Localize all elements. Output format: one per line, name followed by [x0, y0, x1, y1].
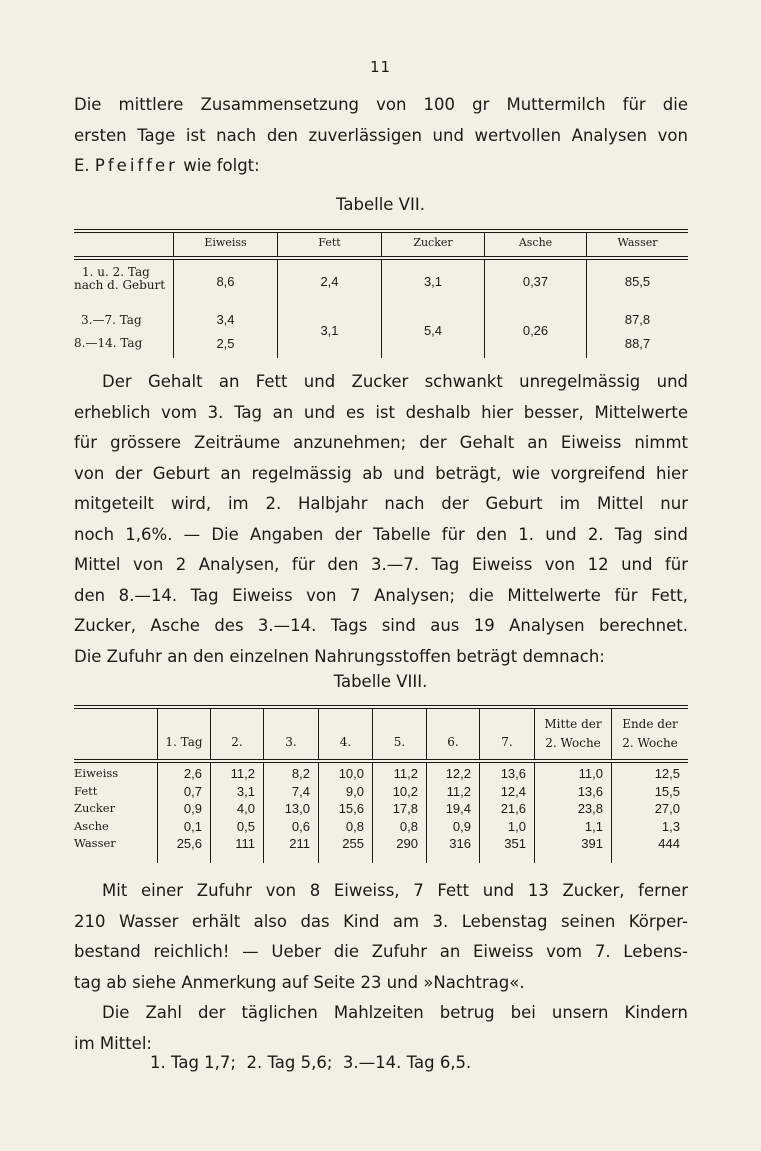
column-header: 6. — [447, 735, 459, 749]
table-rule — [74, 759, 688, 763]
table-cell: 12,4 — [500, 784, 526, 799]
text-line: ersten Tage ist nach den zuverlässigen und wertvollen Analysen von — [74, 125, 688, 145]
table-cell: 8,2 — [291, 766, 310, 781]
table-7-caption: Tabelle VII. — [336, 195, 425, 214]
text-fragment: wie folgt: — [177, 156, 260, 175]
table-cell: 3,1 — [423, 274, 443, 289]
column-header: 2. — [231, 735, 243, 749]
text-line: 210 Wasser erhält also das Kind am 3. Lebenstag seinen Körper- — [74, 911, 688, 931]
row-label: Fett — [74, 784, 98, 798]
text-line: für grössere Zeiträume anzunehmen; der Gehalt an Eiweiss nimmt — [74, 433, 688, 452]
table-cell: 255 — [342, 836, 364, 851]
text-line: noch 1,6%. — Die Angaben der Tabelle für den 1. und 2. Tag sind — [74, 524, 688, 544]
table-cell: 25,6 — [176, 836, 202, 851]
table-divider — [157, 708, 158, 760]
column-header: Zucker — [413, 236, 453, 249]
table-divider — [479, 708, 480, 760]
table-cell: 2,6 — [183, 766, 202, 781]
table-divider — [534, 708, 535, 760]
body-paragraph — [74, 998, 688, 1059]
intro-paragraph — [74, 90, 688, 182]
table-cell: 11,2 — [393, 766, 418, 781]
text-line: tag ab siehe Anmerkung auf Seite 23 und »Nachtrag«. — [74, 972, 525, 992]
column-header: Ende der — [622, 717, 678, 731]
row-label: Wasser — [74, 836, 116, 850]
table-cell: 2,4 — [320, 274, 339, 289]
page-number: 11 — [369, 58, 392, 76]
author-name: Pfeiffer — [94, 156, 178, 175]
table-cell: 0,7 — [183, 784, 202, 799]
text-line — [74, 151, 688, 182]
text-line: mitgeteilt wird, im 2. Halbjahr nach der Geburt im Mittel nur — [74, 494, 688, 513]
text-line: Die Zahl der täglichen Mahlzeiten betrug bei unsern Kindern — [102, 1003, 688, 1022]
table-cell: 0,9 — [452, 819, 471, 834]
row-label: 1. u. 2. Tag — [82, 265, 150, 279]
column-header: Mitte der — [544, 717, 602, 731]
column-header: Asche — [518, 236, 553, 249]
table-cell: 3,1 — [236, 784, 255, 799]
table-cell: 88,7 — [624, 336, 651, 351]
column-header: Fett — [318, 236, 341, 249]
table-cell: 13,6 — [577, 784, 603, 799]
text-line: Die Zufuhr an den einzelnen Nahrungsstoffen beträgt demnach: — [74, 646, 605, 666]
row-label: Asche — [74, 819, 109, 833]
column-header: 2. Woche — [545, 736, 601, 750]
table-cell: 87,8 — [624, 312, 651, 327]
table-cell: 0,9 — [183, 801, 202, 816]
table-cell: 0,1 — [183, 819, 202, 834]
table-cell: 3,4 — [216, 312, 235, 327]
table-cell: 21,6 — [500, 801, 526, 816]
table-divider — [611, 708, 612, 760]
table-cell: 3,1 — [320, 323, 339, 338]
table-cell: 0,5 — [236, 819, 255, 834]
table-cell: 27,0 — [654, 801, 680, 816]
text-line: im Mittel: — [74, 1033, 152, 1053]
table-cell: 12,2 — [445, 766, 471, 781]
table-cell: 11,2 — [230, 766, 255, 781]
table-cell: 11,2 — [446, 784, 471, 799]
table-cell: 2,5 — [216, 336, 235, 351]
row-label: Eiweiss — [74, 766, 119, 780]
table-cell: 8,6 — [216, 274, 235, 289]
table-divider — [318, 708, 319, 760]
column-header: 2. Woche — [622, 736, 678, 750]
table-cell: 351 — [504, 836, 526, 851]
text-line: Die mittlere Zusammensetzung von 100 gr Muttermilch für die — [74, 95, 688, 114]
table-cell: 13,6 — [500, 766, 526, 781]
text-line: den 8.—14. Tag Eiweiss von 7 Analysen; die Mittelwerte für Fett, — [74, 585, 688, 605]
table-cell: 0,26 — [522, 323, 549, 338]
table-cell: 290 — [396, 836, 418, 851]
table-cell: 85,5 — [624, 274, 651, 289]
column-header: Eiweiss — [204, 236, 247, 249]
table-rule — [74, 705, 688, 709]
text-line: von der Geburt an regelmässig ab und beträgt, wie vorgreifend hier — [74, 463, 688, 483]
table-7 — [74, 229, 688, 359]
text-line: Mittel von 2 Analysen, für den 3.—7. Tag Eiweiss von 12 und für — [74, 555, 688, 574]
table-cell: 10,0 — [338, 766, 364, 781]
text-line: bestand reichlich! — Ueber die Zufuhr an Eiweiss vom 7. Lebens- — [74, 942, 688, 961]
table-cell: 211 — [289, 836, 310, 851]
table-cell: 0,37 — [522, 274, 549, 289]
table-cell: 17,8 — [392, 801, 418, 816]
table-cell: 19,4 — [445, 801, 471, 816]
text-line: Zucker, Asche des 3.—14. Tags sind aus 19 Analysen berechnet. — [74, 616, 688, 635]
table-cell: 391 — [581, 836, 603, 851]
table-cell: 13,0 — [284, 801, 310, 816]
table-cell: 9,0 — [345, 784, 364, 799]
table-8 — [74, 705, 688, 865]
column-header: 3. — [285, 735, 297, 749]
table-divider — [210, 708, 211, 760]
table-cell: 0,6 — [291, 819, 310, 834]
table-divider — [426, 708, 427, 760]
column-header: 1. Tag — [165, 735, 203, 749]
table-divider — [372, 708, 373, 760]
row-label: 8.—14. Tag — [74, 336, 143, 350]
table-cell: 11,0 — [578, 766, 603, 781]
body-paragraph — [74, 876, 688, 998]
body-paragraph — [74, 367, 688, 672]
text-line: erheblich vom 3. Tag an und es ist deshalb hier besser, Mittelwerte — [74, 402, 688, 422]
table-divider — [263, 708, 264, 760]
column-header: 7. — [501, 735, 513, 749]
text-line: Der Gehalt an Fett und Zucker schwankt unregelmässig und — [102, 372, 688, 391]
table-cell: 12,5 — [654, 766, 680, 781]
table-cell: 111 — [235, 836, 255, 851]
table-cell: 0,8 — [345, 819, 364, 834]
table-cell: 1,1 — [584, 819, 603, 834]
table-cell: 1,0 — [507, 819, 526, 834]
row-label: Zucker — [74, 801, 116, 815]
column-header: 5. — [393, 735, 406, 749]
table-cell: 15,5 — [654, 784, 680, 799]
row-label: 3.—7. Tag — [81, 313, 142, 327]
table-cell: 5,4 — [423, 323, 443, 338]
table-cell: 444 — [658, 836, 680, 851]
table-cell: 7,4 — [291, 784, 310, 799]
table-cell: 23,8 — [577, 801, 603, 816]
table-cell: 4,0 — [236, 801, 255, 816]
table-cell: 15,6 — [338, 801, 364, 816]
row-label: nach d. Geburt — [74, 278, 166, 292]
column-header: 4. — [339, 735, 352, 749]
column-header: Wasser — [617, 236, 658, 249]
table-cell: 316 — [449, 836, 471, 851]
table-8-caption: Tabelle VIII. — [333, 672, 428, 691]
text-fragment: E. — [74, 156, 95, 175]
table-cell: 10,2 — [392, 784, 418, 799]
text-line: Mit einer Zufuhr von 8 Eiweiss, 7 Fett und 13 Zucker, ferner — [102, 881, 688, 900]
table-cell: 0,8 — [399, 819, 418, 834]
meal-counts: 1. Tag 1,7; 2. Tag 5,6; 3.—14. Tag 6,5. — [150, 1053, 472, 1072]
table-cell: 1,3 — [661, 819, 680, 834]
